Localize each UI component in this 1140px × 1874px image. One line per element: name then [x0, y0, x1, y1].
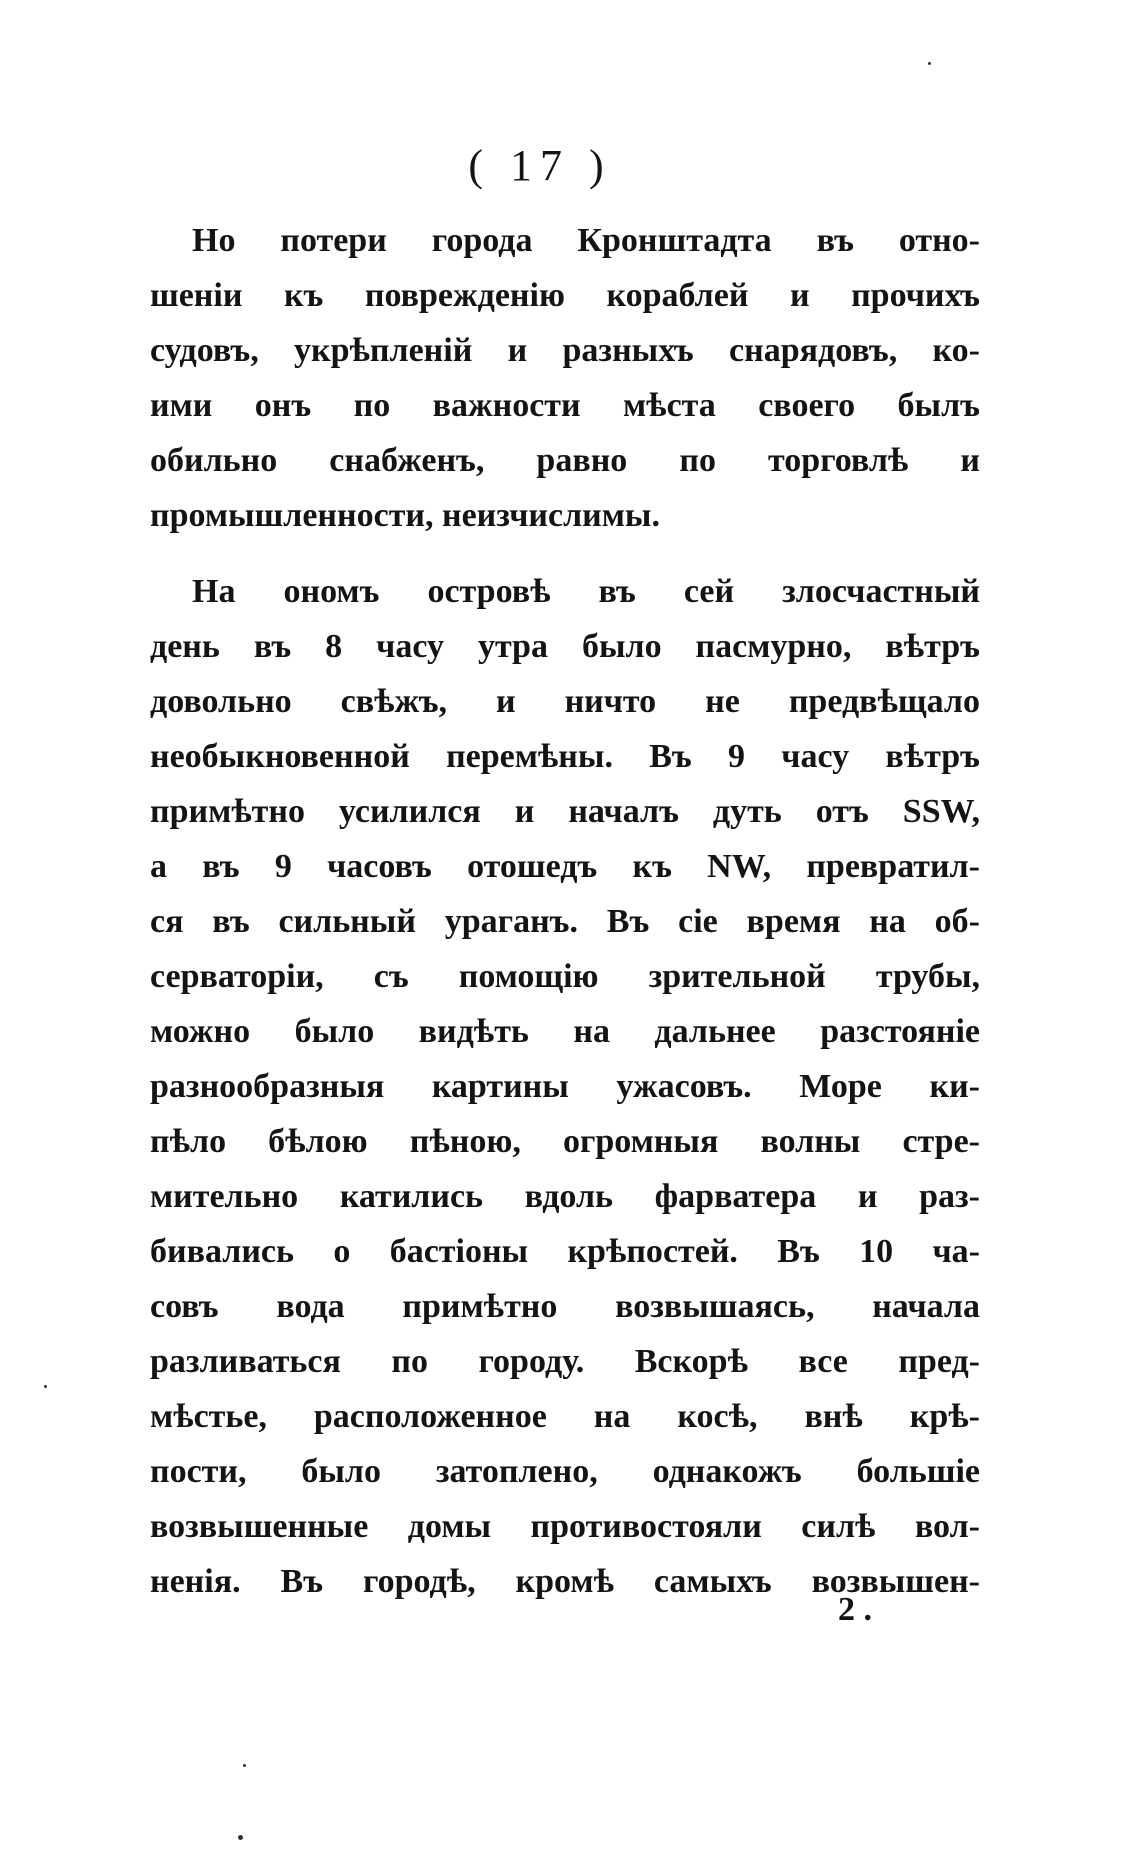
scan-speck — [243, 1764, 246, 1767]
scan-speck — [238, 1835, 243, 1840]
text-line: обильно снабженъ, равно по торговлѣ и — [150, 442, 980, 479]
text-line: судовъ, укрѣпленій и разныхъ снарядовъ, ко- — [150, 332, 980, 369]
text-line: Но потери города Кронштадта въ отно- — [192, 222, 980, 259]
text-line: примѣтно усилился и началъ дуть отъ SSW, — [150, 793, 980, 830]
text-line: разнообразныя картины ужасовъ. Море ки- — [150, 1068, 980, 1105]
text-line: довольно свѣжъ, и ничто не предвѣщало — [150, 683, 980, 720]
signature-mark: 2 . — [838, 1591, 872, 1628]
page-number: ( 17 ) — [468, 141, 612, 190]
text-line: пости, было затоплено, однакожъ большіе — [150, 1453, 980, 1490]
text-line: необыкновенной перемѣны. Въ 9 часу вѣтръ — [150, 738, 980, 775]
text-line: можно было видѣть на дальнее разстояніе — [150, 1013, 980, 1050]
body-text — [150, 213, 980, 1609]
text-line: ся въ сильный ураганъ. Въ сіе время на об- — [150, 903, 980, 940]
text-line: мительно катились вдоль фарватера и раз- — [150, 1178, 980, 1215]
scan-speck — [44, 1385, 47, 1388]
text-line: а въ 9 часовъ отошедъ къ NW, превратил- — [150, 848, 980, 885]
text-line: возвышенные домы противостояли силѣ вол- — [150, 1508, 980, 1545]
text-line: мѣстье, расположенное на косѣ, внѣ крѣ- — [150, 1398, 980, 1435]
text-line: день въ 8 часу утра было пасмурно, вѣтръ — [150, 628, 980, 665]
text-line: промышленности, неизчислимы. — [150, 497, 660, 534]
text-line: ими онъ по важности мѣста своего былъ — [150, 387, 980, 424]
text-line: На ономъ островѣ въ сей злосчастный — [192, 573, 980, 610]
paragraph-2 — [150, 564, 980, 1609]
text-line: пѣло бѣлою пѣною, огромныя волны стре- — [150, 1123, 980, 1160]
text-line: бивались о бастіоны крѣпостей. Въ 10 ча- — [150, 1233, 980, 1270]
text-line: совъ вода примѣтно возвышаясь, начала — [150, 1288, 980, 1325]
text-line: ненія. Въ городѣ, кромѣ самыхъ возвышен- — [150, 1563, 980, 1600]
text-line: серваторіи, съ помощію зрительной трубы, — [150, 958, 980, 995]
scan-speck — [928, 62, 931, 65]
paragraph-1 — [150, 213, 980, 543]
text-line: шеніи къ поврежденію кораблей и прочихъ — [150, 277, 980, 314]
text-line: разливаться по городу. Вскорѣ все пред- — [150, 1343, 980, 1380]
